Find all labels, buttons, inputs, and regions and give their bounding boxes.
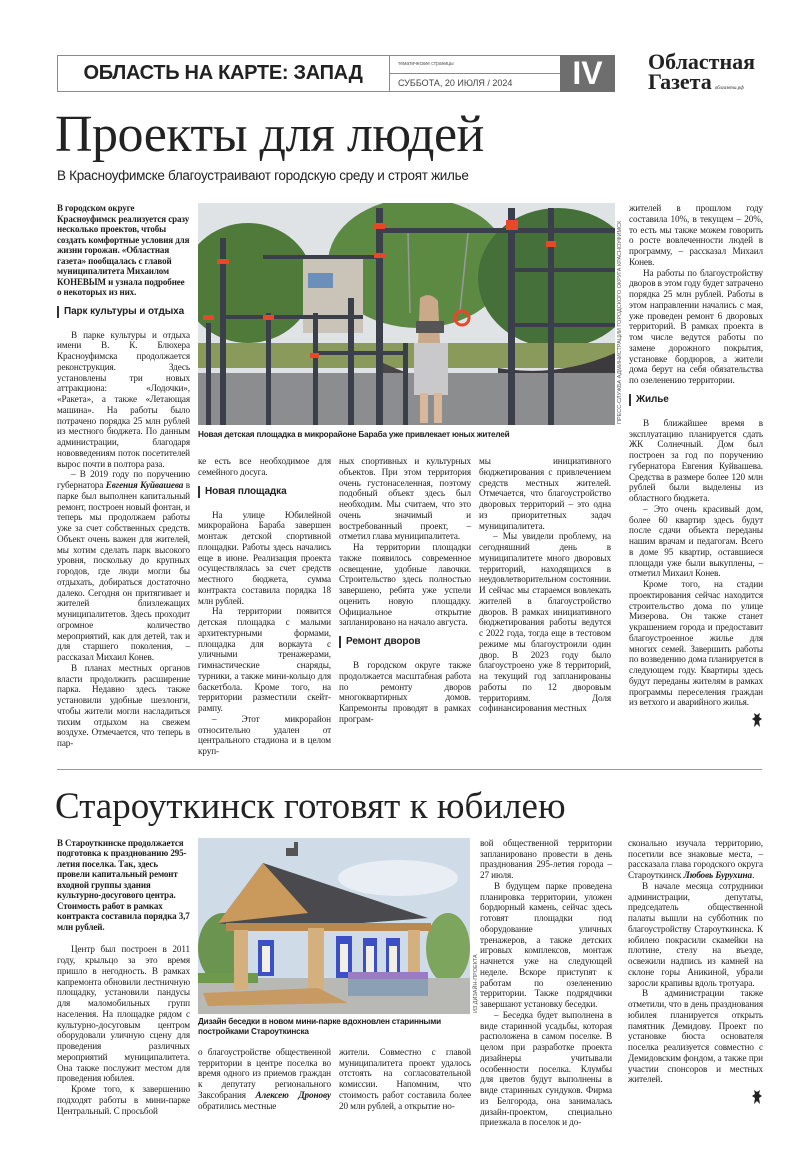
paragraph: – Беседка будет выполнена в виде старинной усадьбы, которая расположена в самом поселке. В целом при разработке проекта дизайнеры учитывали особенности поселка. Клумбы для цветов будут выполнены в виде старинных сундуков. Фирма из Белгорода, она занималась дизайн-проектом, специально приезжала в поселок и до- xyxy=(480,1009,612,1128)
photo-caption: Новая детская площадка в микрорайоне Бараба уже привлекает юных жителей xyxy=(198,430,510,439)
article-divider xyxy=(57,769,762,770)
playground-photo xyxy=(198,203,615,425)
logo-site: облгазета.рф xyxy=(714,86,744,91)
playground-photo-image xyxy=(198,203,615,425)
article1-column-3 xyxy=(339,456,471,757)
article2-column-1 xyxy=(57,838,190,1117)
paragraph: На территории появится детская площадка с малыми архитектурными формами, площадка для воркаута с уличными тренажерами, гимнастические снаряды, турники, а также мини-кольцо для баскетбола. Кроме того, на территории разместили скейт-рампу. xyxy=(198,606,331,713)
coat-of-arms-icon xyxy=(751,1089,763,1105)
paragraph: – Этот микрорайон относительно удален от центрального стадиона и в целом круп- xyxy=(198,713,331,756)
paragraph: вой общественной территории запланировано провести в день празднования 295-летия города – 27 июля. xyxy=(480,837,612,880)
paragraph: В администрации также отметили, что в день празднования юбилея планируется открыть памятник Демидову. Проект по установке бюста основателя поселка реализуется совместно с Демидовским фондом, а также при участии спонсоров и местных жителей. xyxy=(628,988,763,1085)
paragraph xyxy=(57,469,190,663)
subhead-housing: Жилье xyxy=(629,394,763,406)
article1-middle xyxy=(198,203,623,757)
coat-of-arms-icon xyxy=(751,712,763,728)
logo-line1: Областная xyxy=(648,49,756,74)
article1-body xyxy=(57,203,763,757)
header-kicker: тематические страницы xyxy=(390,55,560,74)
article1-lead: В городском округе Красноуфимск реализуется сразу несколько проектов, чтобы создать комфортные условия для жизни горожан. «Областная газета» пообщалась с главой муниципалитета Михаилом КОНЕВЫМ и узнала подробнее о некоторых из них. xyxy=(57,203,190,297)
article1-column-4 xyxy=(479,456,611,757)
paragraph xyxy=(628,838,763,881)
subhead-park: Парк культуры и отдыха xyxy=(57,306,190,318)
gazebo-render-image xyxy=(198,838,470,1014)
paragraph: В городском округе также продолжается масштабная работа по ремонту дворов многоквартирных домов. Капремонты проводят в рамках програм- xyxy=(339,660,471,724)
paragraph: На территории площадки также появилось современное освещение, удобные лавочки. Строительство здесь полностью завершено, ребята уже успели оценить новую площадку. Официальное открытие запланировано на начало августа. xyxy=(339,542,471,628)
article1-title: Проекты для людей xyxy=(55,106,484,163)
article2-middle xyxy=(198,838,479,1112)
article2-column-3 xyxy=(339,1047,471,1112)
article2-column-4 xyxy=(480,838,612,1128)
text: обратились местные xyxy=(198,1100,277,1111)
person-name: Евгения Куйвашева xyxy=(105,480,184,490)
paragraph: В планах местных органов власти продолжить расширение парка. Недавно здесь также установили удобные шезлонги, чтобы жители могли насладиться тихим отдыхом на свежем воздухе. Отмечается, что теперь в пар- xyxy=(57,662,190,748)
article1-column-1 xyxy=(57,203,190,749)
paragraph: Кроме того, на стадии проектирования сейчас находится строительство дома по улице Мизерова. Он также станет украшением города и предоставит благоустроенное жилье для многих семей. Завершить работы по возведению дома планируется в следующем году. Квартиры здесь будут переданы жителям в рамках программы переселения граждан из ветхого и аварийного жилья. xyxy=(629,579,763,708)
logo-line2: Газета xyxy=(648,69,712,94)
paragraph: На работы по благоустройству дворов в этом году будет затрачено порядка 25 млн рублей. Работы в этом направлении начались с мая, уже проведен ремонт 6 дворовых территорий. В рамках проекта в том числе ведутся работы по замене дорожного покрытия, установке бордюров, а жители дома берут на себя обязательства по озеленению территории. xyxy=(629,267,763,385)
paragraph: – Это очень красивый дом, более 60 квартир здесь будут после сдачи объекта переданы нашим врачам и педагогам. Всего в доме 95 квартир, оставшиеся площади уже были выкуплены, – отметил Михаил Конев. xyxy=(629,503,763,579)
article2-body xyxy=(57,838,763,1128)
paragraph: Кроме того, к завершению подходят работы в мини-парке Центральный. С просьбой xyxy=(57,1084,190,1116)
article2-title: Староуткинск готовят к юбилею xyxy=(55,785,566,827)
person-name: Алексею Дронову xyxy=(255,1089,332,1100)
paragraph: В ближайшее время в эксплуатацию планируется сдать ЖК Солнечный. Дом был построен за год по поручению губернатора Евгения Куйвашева. Средства в размере более 120 млн рублей были выделены из областного бюджета. xyxy=(629,417,763,503)
article1-column-2 xyxy=(198,456,331,757)
article2-column-5 xyxy=(628,838,763,1105)
text: – В 2019 году по поручению губернатора xyxy=(57,469,190,490)
render-caption: Дизайн беседки в новом мини-парке вдохновлен старинными постройками Староуткинска xyxy=(198,1016,441,1036)
paragraph: ке есть все необходимое для семейного досуга. xyxy=(198,456,331,477)
paragraph: жители. Совместно с главой муниципалитета проект удалось отстоять на согласовательной комиссии. Напомним, что стоимость работ составила более 20 млн рублей, а открытие но- xyxy=(339,1046,471,1111)
text: о благоустройстве общественной территории в центре поселка во время одного из приемов граждан к депутату регионального Заксобрания xyxy=(198,1046,331,1100)
paragraph: На улице Юбилейной микрорайона Бараба завершен монтаж детской спортивной площадки. Работы здесь начались еще в июне. Реализация проекта осуществлялась за счет средств местного бюджета, сумма контракта составила порядка 18 млн рублей. xyxy=(198,509,331,606)
gazebo-render xyxy=(198,838,470,1014)
bottom-margin xyxy=(57,1128,763,1158)
paragraph: В парке культуры и отдыха имени В. К. Блюхера Красноуфимска продолжается реконструкция. Здесь установлены три новых аттракциона: «Лодочки», «Ракета», а также «Летающая машина». На работы было потрачено порядка 25 млн рублей из местного бюджета. По данным администрации, благодаря нововведениям поток посетителей вырос почти в полтора раза. xyxy=(57,329,190,469)
text: сконально изучала территорию, посетили все знаковые места, – рассказала глава городского округа Староуткинск xyxy=(628,837,763,880)
paragraph: мы инициативного бюджетирования с привлечением средств местных жителей. Отмечается, что благоустройство дворовых территорий – это одна из приоритетных задач муниципалитета. xyxy=(479,456,611,531)
article2-column-2 xyxy=(198,1047,331,1112)
article2-subcolumns xyxy=(198,1047,472,1112)
text: в парке был выполнен капитальный ремонт, построен новый фонтан, и теперь мы продолжаем работы уже за счет собственных средств. Объект очень важен для жителей, мы хотим сделать парк высокого уровня, поскольку до крупных городов, где люди могли бы отдыхать, добираться достаточно далеко. Сегодня он притягивает и жителей близлежащих муниципалитетов. Здесь проходит огромное количество мероприятий, как для детей, так и для старшего поколения, – рассказал Михаил Конев. xyxy=(57,480,190,662)
issue-date: СУББОТА, 20 ИЮЛЯ / 2024 xyxy=(398,78,513,88)
paragraph: ных спортивных и культурных объектов. При этом территория очень густонаселенная, поэтому подобный объект здесь был необходим. Мы считаем, что это очень значимый и востребованный проект, – отметил глава муниципалитета. xyxy=(339,456,471,542)
render-credit: ИЗ ДИЗАЙН-ПРОЕКТА xyxy=(473,954,479,1013)
paragraph: – Мы увидели проблему, на сегодняшний день в муниципалитете много дворовых территорий, находящихся в неудовлетворительном состоянии. И сейчас мы стараемся вовлекать жителей в благоустройство дворов. В рамках инициативного бюджетирования работы ведутся с 2022 года, тогда еще в тестовом режиме мы благоустроили один двор. В 2023 году было благоустроено уже 8 территорий, на текущий год запланированы работы по 12 дворовым территориям. Доля софинансирования местных xyxy=(479,531,611,714)
paragraph: В будущем парке проведена планировка территории, уложен бордюрный камень, сейчас здесь готовят площадки под оборудование уличных тренажеров, а также детских игровых комплексов, монтаж начнется уже на следующей неделе. Вскоре приступят к работам по озеленению территории. Также подрядчики завершают установку беседки. xyxy=(480,880,612,1009)
section-title: ОБЛАСТЬ НА КАРТЕ: ЗАПАД xyxy=(57,55,390,92)
paragraph: жителей в прошлом году составила 10%, в текущем – 20%, то есть мы также можем говорить о росте вовлеченности людей в программу, – рассказал Михаил Конев. xyxy=(629,203,763,267)
article1-subcolumns xyxy=(198,456,615,757)
article2-lead: В Староуткинске продолжается подготовка к празднованию 295-летия поселка. Так, здесь провели капитальный ремонт входной группы здания культурно-досугового центра. Стоимость работ в рамках контракта составила порядка 3,7 млн рублей. xyxy=(57,837,190,932)
paragraph: В начале месяца сотрудники администрации, депутаты, председатель общественной палаты вышли на субботник по благоустройству Староуткинска. К юбилею покрасили скамейки на плотине, стелу на въезде, освежили надпись из камней на склоне горы Аникиной, убрали заросли крапивы вдоль тротуара. xyxy=(628,880,763,988)
subhead-new-playground: Новая площадка xyxy=(198,486,331,498)
article1-subtitle: В Красноуфимске благоустраивают городскую среду и строят жилье xyxy=(57,168,469,183)
paragraph: Центр был построен в 2011 году, крыльцо за это время пришло в негодность. В рамках капремонта обновили лестничную площадку, установили пандусы для маломобильных групп населения. На площадке рядом с культурно-досуговым центром оборудовали уличную сцену для проведения различных мероприятий муниципалитета. Она также послужит местом для проведения юбилея. xyxy=(57,944,190,1084)
text: . xyxy=(752,870,755,880)
person-name: Любовь Бурухина xyxy=(683,870,753,880)
photo-credit: ПРЕСС-СЛУЖБА АДМИНИСТРАЦИИ ГОРОДСКОГО ОКРУГА КРАСНОУФИМСК xyxy=(617,220,623,424)
page-number: IV xyxy=(560,55,615,92)
page-flow xyxy=(57,0,763,1158)
subhead-yards: Ремонт дворов xyxy=(339,636,471,648)
paragraph xyxy=(198,1047,331,1112)
article1-column-5 xyxy=(629,203,763,728)
